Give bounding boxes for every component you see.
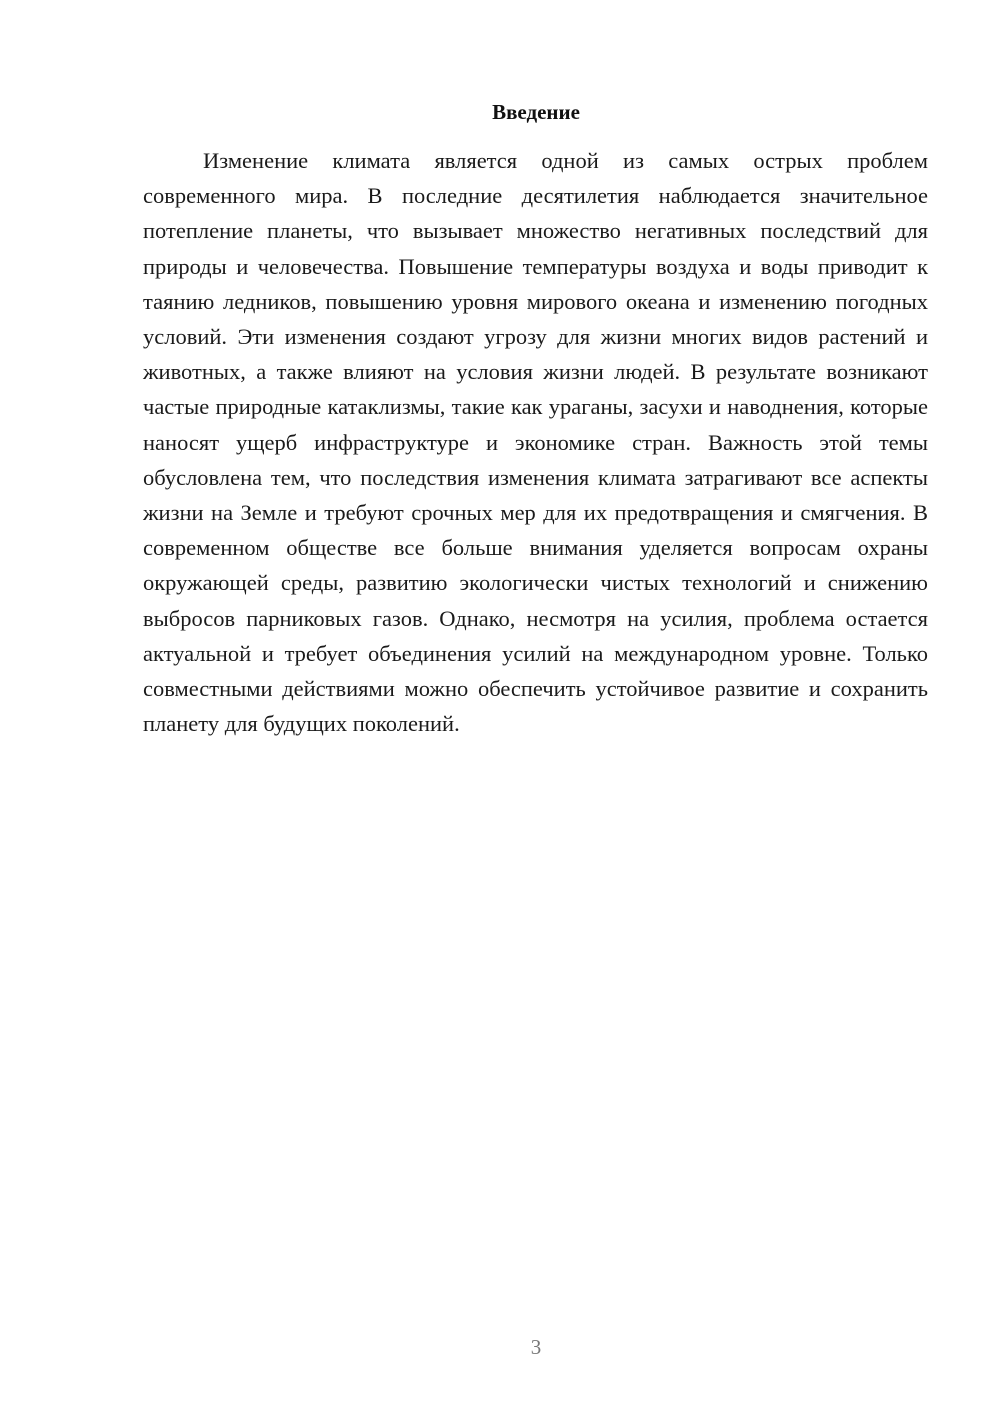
page-number: 3 bbox=[530, 1335, 542, 1359]
section-heading: Введение bbox=[492, 100, 580, 124]
body-paragraph: Изменение климата является одной из самых острых проблем современного мира. В последние десятилетия наблюдается значительное потепление планеты, что вызывает множество негативных последствий для природы и человечества. Повышение температуры воздуха и воды приводит к таянию ледников, повышению уровня мирового океана и изменению погодных условий. Эти изменения создают угрозу для жизни многих видов растений и животных, а также влияют на условия жизни людей. В результате возникают частые природные катаклизмы, такие как ураганы, засухи и наводнения, которые наносят ущерб инфраструктуре и экономике стран. Важность этой темы обусловлена тем, что последствия изменения климата затрагивают все аспекты жизни на Земле и требуют срочных мер для их предотвращения и смягчения. В современном обществе все больше внимания уделяется вопросам охраны окружающей среды, развитию экологически чистых технологий и снижению выбросов парниковых газов. Однако, несмотря на усилия, проблема остается актуальной и требует объединения усилий на международном уровне. Только совместными действиями можно обеспечить устойчивое развитие и сохранить планету для будущих поколений. bbox=[143, 148, 928, 737]
